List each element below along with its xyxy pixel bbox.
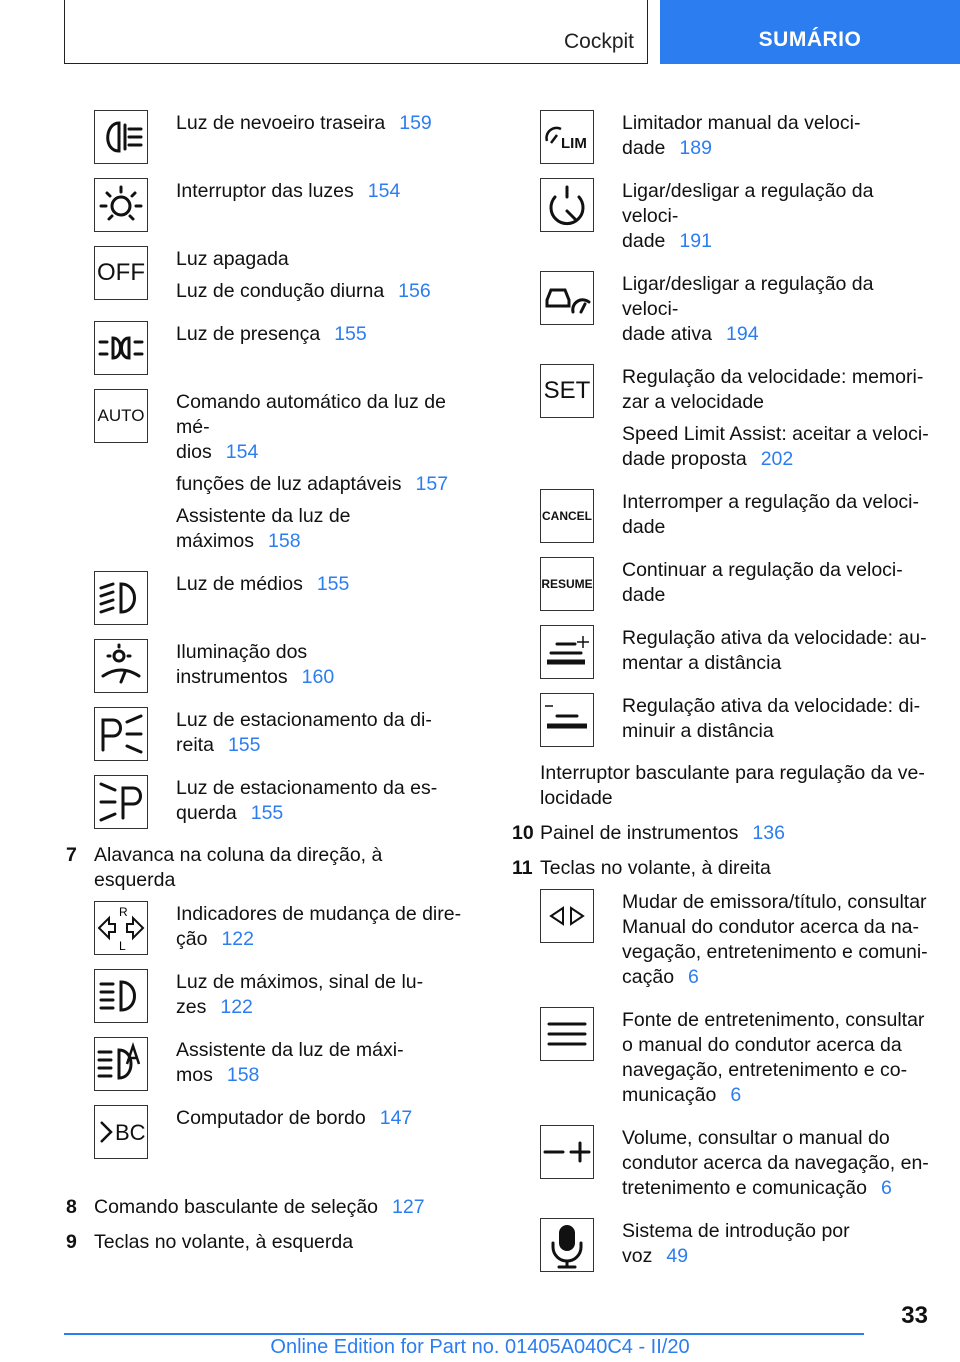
volume-icon bbox=[540, 1125, 594, 1179]
description-line: Sistema de introdução por bbox=[622, 1220, 850, 1242]
description-line: dade bbox=[622, 137, 666, 159]
item-text: Comando basculante de seleção bbox=[94, 1196, 379, 1218]
legend-row bbox=[540, 489, 932, 547]
icon-label: AUTO bbox=[97, 406, 145, 425]
description-line: cação bbox=[622, 966, 675, 988]
legend-description bbox=[148, 321, 367, 354]
page-reference-link[interactable]: 158 bbox=[268, 530, 301, 552]
description-line: navegação, entretenimento e co- bbox=[622, 1059, 908, 1081]
page-reference-link[interactable]: 194 bbox=[726, 323, 759, 345]
page-reference-link[interactable]: 154 bbox=[225, 441, 259, 463]
description-line: Luz de condução diurna bbox=[176, 280, 385, 302]
description-line: dade ativa bbox=[622, 323, 712, 345]
parking-light-right-icon bbox=[94, 707, 148, 761]
legend-row bbox=[94, 246, 466, 311]
legend-row bbox=[94, 1105, 466, 1163]
legend-row bbox=[94, 178, 466, 236]
item-number: 8 bbox=[66, 1196, 77, 1218]
description-line: mos bbox=[176, 1064, 213, 1086]
page-reference-link[interactable]: 136 bbox=[752, 822, 785, 844]
icon-label: CANCEL bbox=[542, 509, 592, 523]
description-line: funções de luz adaptáveis bbox=[176, 473, 402, 495]
description-line: Iluminação dos instrumentos bbox=[176, 641, 308, 688]
description-line: Interromper a regulação da veloci- bbox=[622, 491, 919, 513]
legend-description bbox=[594, 271, 932, 354]
page-reference-link[interactable]: 202 bbox=[760, 448, 794, 470]
description-line: Interruptor das luzes bbox=[176, 180, 354, 202]
numbered-item bbox=[66, 1230, 466, 1255]
page-reference-link[interactable]: 189 bbox=[679, 137, 712, 159]
icon-label: RESUME bbox=[541, 577, 593, 591]
description-line: ção bbox=[176, 928, 208, 950]
svg-text:L: L bbox=[119, 939, 126, 953]
page-reference-link[interactable]: 154 bbox=[367, 180, 401, 202]
description-line: dade bbox=[622, 516, 666, 538]
description-line: zes bbox=[176, 996, 207, 1018]
footer-divider bbox=[64, 1333, 864, 1335]
icon-label: BC bbox=[115, 1120, 146, 1145]
legend-description bbox=[594, 557, 903, 615]
cancel-icon bbox=[540, 489, 594, 543]
icon-label: LIM bbox=[561, 135, 587, 152]
legend-description bbox=[148, 1105, 412, 1138]
legend-description bbox=[148, 1037, 404, 1095]
description-line: Ligar/desligar a regulação da veloci- bbox=[622, 180, 874, 227]
legend-description bbox=[148, 707, 432, 765]
low-beam-icon bbox=[94, 571, 148, 625]
legend-description bbox=[594, 364, 929, 479]
page-reference-link[interactable]: 155 bbox=[227, 734, 261, 756]
description-line: dade proposta bbox=[622, 448, 747, 470]
auto-icon bbox=[94, 389, 148, 443]
description-line: dios bbox=[176, 441, 212, 463]
description-line: o manual do condutor acerca da bbox=[622, 1034, 902, 1056]
high-beam-icon bbox=[94, 969, 148, 1023]
description-line: Speed Limit Assist: aceitar a veloci- bbox=[622, 423, 929, 445]
description-line: Interruptor basculante para regulação da ve- bbox=[540, 762, 925, 784]
description-line: Limitador manual da veloci- bbox=[622, 112, 861, 134]
legend-row bbox=[540, 178, 932, 261]
item-text: Teclas no volante, à direita bbox=[540, 857, 771, 879]
description-line: vegação, entretenimento e comuni- bbox=[622, 941, 928, 963]
description-line: Mudar de emissora/título, consultar bbox=[622, 891, 927, 913]
legend-description bbox=[594, 178, 932, 261]
page-reference-link[interactable]: 155 bbox=[316, 573, 350, 595]
page-reference-link[interactable]: 156 bbox=[398, 280, 431, 302]
page-reference-link[interactable]: 122 bbox=[220, 996, 253, 1018]
description-line: condutor acerca da navegação, en- bbox=[622, 1152, 929, 1174]
wheel-keys-list bbox=[512, 889, 932, 1276]
legend-row bbox=[540, 110, 932, 168]
legend-description bbox=[148, 178, 400, 211]
legend-description bbox=[148, 571, 349, 604]
icon-label: OFF bbox=[97, 259, 145, 286]
section-title: Cockpit bbox=[563, 30, 634, 53]
legend-description bbox=[594, 625, 927, 683]
set-icon bbox=[540, 364, 594, 418]
description-line: zar a velocidade bbox=[622, 391, 765, 413]
page-reference-link[interactable]: 155 bbox=[250, 802, 284, 824]
page-reference-link[interactable]: 127 bbox=[392, 1196, 425, 1218]
description-line: Regulação da velocidade: memori- bbox=[622, 366, 924, 388]
legend-row bbox=[94, 901, 466, 959]
description-line: Ligar/desligar a regulação da veloci- bbox=[622, 273, 874, 320]
legend-row bbox=[94, 969, 466, 1027]
item-number: 11 bbox=[512, 857, 533, 879]
item-text: Teclas no volante, à esquerda bbox=[94, 1231, 354, 1253]
legend-row bbox=[94, 110, 466, 168]
page-reference-link[interactable]: 147 bbox=[379, 1107, 413, 1129]
page-reference-link[interactable]: 158 bbox=[226, 1064, 260, 1086]
onboard-computer-icon bbox=[94, 1105, 148, 1159]
legend-description bbox=[594, 489, 919, 547]
description-line: Volume, consultar o manual do bbox=[622, 1127, 890, 1149]
description-line: voz bbox=[622, 1245, 653, 1267]
description-line: reita bbox=[176, 734, 214, 756]
legend-description bbox=[148, 775, 437, 833]
item-text: Painel de instrumentos bbox=[540, 822, 739, 844]
page-reference-link[interactable]: 159 bbox=[399, 112, 432, 134]
description-line: Luz de máximos, sinal de lu- bbox=[176, 971, 424, 993]
description-line: Regulação ativa da velocidade: di- bbox=[622, 695, 921, 717]
numbered-item bbox=[512, 856, 932, 881]
description-line: Fonte de entretenimento, consultar bbox=[622, 1009, 925, 1031]
description-line: Luz de médios bbox=[176, 573, 303, 595]
cruise-control-list bbox=[512, 110, 932, 751]
page-reference-link[interactable]: 122 bbox=[221, 928, 254, 950]
legend-description bbox=[148, 389, 466, 561]
legend-description bbox=[594, 889, 928, 997]
legend-description bbox=[594, 1125, 929, 1208]
legend-row bbox=[540, 364, 932, 479]
legend-row bbox=[540, 271, 932, 354]
lights-list bbox=[66, 110, 466, 833]
list-icon bbox=[540, 1007, 594, 1061]
svg-text:R: R bbox=[119, 905, 128, 919]
rear-fog-light-icon bbox=[94, 110, 148, 164]
legend-row bbox=[540, 1125, 932, 1208]
page-reference-link[interactable]: 49 bbox=[666, 1245, 689, 1267]
description-line: querda bbox=[176, 802, 237, 824]
item-number: 7 bbox=[66, 844, 77, 866]
description-line: mentar a distância bbox=[622, 652, 782, 674]
speed-limiter-icon bbox=[540, 110, 594, 164]
distance-decrease-icon bbox=[540, 693, 594, 747]
header-frame bbox=[64, 0, 648, 64]
description-line: Comando automático da luz de mé- bbox=[176, 391, 446, 438]
description-line: Continuar a regulação da veloci- bbox=[622, 559, 903, 581]
description-line: dade bbox=[622, 230, 666, 252]
light-switch-icon bbox=[94, 178, 148, 232]
description-line: Regulação ativa da velocidade: au- bbox=[622, 627, 927, 649]
icon-label: SET bbox=[543, 377, 591, 404]
description-line: Luz de estacionamento da es- bbox=[176, 777, 438, 799]
item-number: 10 bbox=[512, 822, 534, 844]
legend-description bbox=[148, 969, 423, 1027]
legend-row bbox=[540, 693, 932, 751]
page-reference-link[interactable]: 6 bbox=[688, 966, 699, 988]
right-column bbox=[512, 110, 932, 1286]
description-line: locidade bbox=[540, 787, 613, 809]
parking-light-left-icon bbox=[94, 775, 148, 829]
legend-description bbox=[594, 110, 860, 168]
page-reference-link[interactable]: 155 bbox=[334, 323, 367, 345]
contents-button[interactable]: SUMÁRIO bbox=[660, 0, 960, 64]
legend-description bbox=[148, 901, 461, 959]
numbered-item bbox=[512, 821, 932, 846]
legend-row bbox=[540, 625, 932, 683]
active-cruise-onoff-icon bbox=[540, 271, 594, 325]
legend-row bbox=[540, 1007, 932, 1115]
description-line: Luz de presença bbox=[176, 323, 321, 345]
legend-description bbox=[148, 639, 466, 697]
high-beam-assistant-icon bbox=[94, 1037, 148, 1091]
legend-description bbox=[594, 1007, 924, 1115]
legend-description bbox=[594, 693, 920, 751]
voice-input-icon bbox=[540, 1218, 594, 1272]
cruise-onoff-icon bbox=[540, 178, 594, 232]
description-line: tretenimento e comunicação bbox=[622, 1177, 867, 1199]
parking-lights-icon bbox=[94, 321, 148, 375]
page-reference-link[interactable]: 160 bbox=[301, 666, 335, 688]
description-line: Manual do condutor acerca da na- bbox=[622, 916, 920, 938]
page-reference-link[interactable]: 157 bbox=[415, 473, 449, 495]
description-line: Computador de bordo bbox=[176, 1107, 366, 1129]
item-text: Alavanca na coluna da direção, à esquerda bbox=[94, 844, 383, 891]
item-number: 9 bbox=[66, 1231, 77, 1253]
legend-row bbox=[94, 639, 466, 697]
numbered-item bbox=[66, 1195, 466, 1220]
description-line: Assistente da luz de máximos bbox=[176, 505, 351, 552]
off-icon bbox=[94, 246, 148, 300]
legend-row bbox=[94, 571, 466, 629]
left-column bbox=[66, 110, 466, 1263]
page-reference-link[interactable]: 191 bbox=[679, 230, 712, 252]
legend-row bbox=[540, 1218, 932, 1276]
page-reference-link[interactable]: 6 bbox=[730, 1084, 742, 1106]
description-line: minuir a distância bbox=[622, 720, 774, 742]
stalk-list bbox=[66, 901, 466, 1163]
description-line: Luz apagada bbox=[176, 248, 289, 270]
legend-row bbox=[540, 889, 932, 997]
numbered-item bbox=[66, 843, 466, 893]
instrument-lighting-icon bbox=[94, 639, 148, 693]
description-line: Indicadores de mudança de dire- bbox=[176, 903, 462, 925]
description-line: Luz de estacionamento da di- bbox=[176, 709, 432, 731]
turn-signal-icon bbox=[94, 901, 148, 955]
legend-row bbox=[94, 1037, 466, 1095]
legend-row bbox=[540, 557, 932, 615]
legend-row bbox=[94, 775, 466, 833]
page-number: 33 bbox=[901, 1302, 928, 1329]
page-reference-link[interactable]: 6 bbox=[880, 1177, 892, 1199]
legend-description bbox=[148, 110, 432, 143]
legend-description bbox=[148, 246, 431, 311]
resume-icon bbox=[540, 557, 594, 611]
legend-row bbox=[94, 321, 466, 379]
description-line: Assistente da luz de máxi- bbox=[176, 1039, 404, 1061]
prev-next-icon bbox=[540, 889, 594, 943]
description-line: municação bbox=[622, 1084, 717, 1106]
legend-row bbox=[94, 389, 466, 561]
distance-increase-icon bbox=[540, 625, 594, 679]
legend-row bbox=[94, 707, 466, 765]
legend-description bbox=[594, 1218, 850, 1276]
edition-footer: Online Edition for Part no. 01405A040C4 - II/20 bbox=[270, 1336, 690, 1358]
description-line: Luz de nevoeiro traseira bbox=[176, 112, 386, 134]
rocker-switch-note bbox=[540, 761, 932, 811]
description-line: dade bbox=[622, 584, 666, 606]
